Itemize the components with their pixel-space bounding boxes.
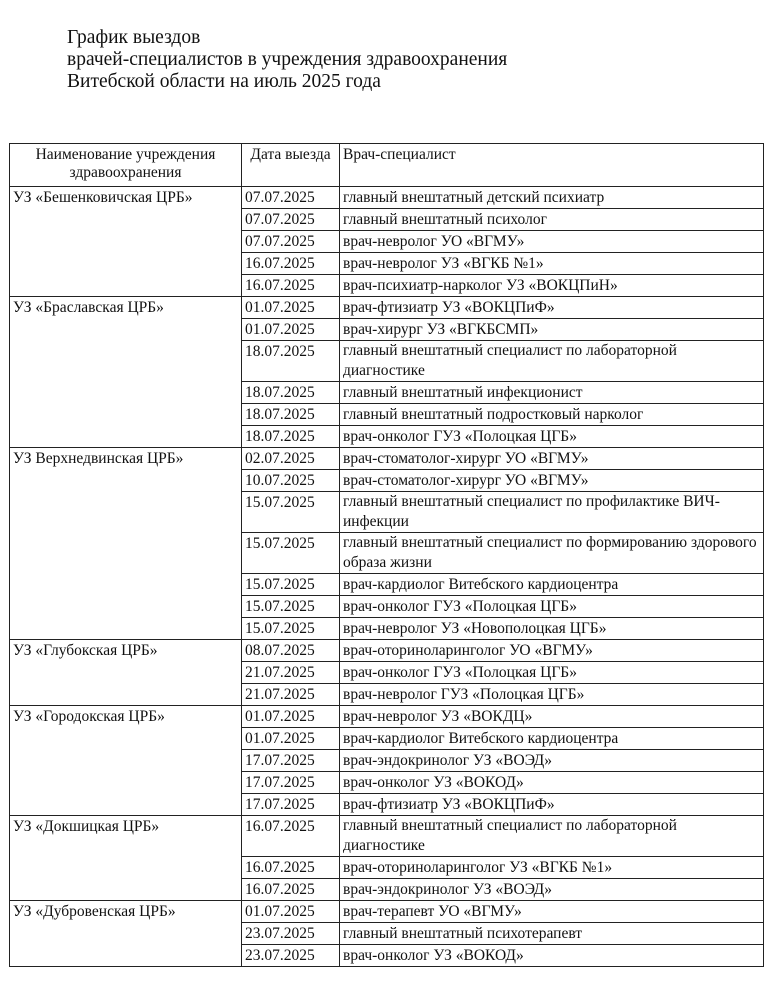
cell-date: 01.07.2025	[242, 706, 340, 728]
cell-institution: УЗ Верхнедвинская ЦРБ»	[10, 448, 242, 640]
table-header-row	[10, 144, 764, 187]
cell-date: 23.07.2025	[242, 945, 340, 967]
cell-doctor: врач-кардиолог Витебского кардиоцентра	[340, 728, 764, 750]
cell-doctor: врач-невролог ГУЗ «Полоцкая ЦГБ»	[340, 684, 764, 706]
cell-doctor: главный внештатный специалист по лабораторной диагностике	[340, 816, 764, 857]
title-line-3: Витебской области на июль 2025 года	[67, 71, 381, 92]
cell-date: 07.07.2025	[242, 187, 340, 209]
cell-date: 18.07.2025	[242, 426, 340, 448]
cell-date: 21.07.2025	[242, 684, 340, 706]
cell-doctor: врач-онколог УЗ «ВОКОД»	[340, 772, 764, 794]
table-body	[10, 187, 764, 967]
cell-date: 18.07.2025	[242, 404, 340, 426]
cell-date: 15.07.2025	[242, 533, 340, 574]
cell-date: 15.07.2025	[242, 574, 340, 596]
cell-doctor: главный внештатный психолог	[340, 209, 764, 231]
cell-institution: УЗ «Браславская ЦРБ»	[10, 297, 242, 448]
cell-doctor: главный внештатный подростковый нарколог	[340, 404, 764, 426]
cell-doctor: врач-кардиолог Витебского кардиоцентра	[340, 574, 764, 596]
cell-doctor: врач-стоматолог-хирург УО «ВГМУ»	[340, 448, 764, 470]
cell-date: 18.07.2025	[242, 382, 340, 404]
title-line-2: врачей-специалистов в учреждения здравоохранения	[67, 49, 508, 70]
cell-doctor: врач-онколог ГУЗ «Полоцкая ЦГБ»	[340, 426, 764, 448]
cell-doctor: главный внештатный детский психиатр	[340, 187, 764, 209]
cell-doctor: врач-невролог УЗ «ВОКДЦ»	[340, 706, 764, 728]
cell-doctor: врач-хирург УЗ «ВГКБСМП»	[340, 319, 764, 341]
cell-doctor: главный внештатный специалист по лабораторной диагностике	[340, 341, 764, 382]
cell-date: 21.07.2025	[242, 662, 340, 684]
cell-date: 16.07.2025	[242, 253, 340, 275]
cell-date: 23.07.2025	[242, 923, 340, 945]
cell-date: 01.07.2025	[242, 319, 340, 341]
cell-doctor: врач-оториноларинголог УЗ «ВГКБ №1»	[340, 857, 764, 879]
cell-doctor: врач-невролог УО «ВГМУ»	[340, 231, 764, 253]
cell-doctor: врач-фтизиатр УЗ «ВОКЦПиФ»	[340, 794, 764, 816]
cell-doctor: врач-терапевт УО «ВГМУ»	[340, 901, 764, 923]
cell-doctor: врач-стоматолог-хирург УО «ВГМУ»	[340, 470, 764, 492]
cell-doctor: главный внештатный инфекционист	[340, 382, 764, 404]
cell-date: 01.07.2025	[242, 901, 340, 923]
cell-doctor: врач-психиатр-нарколог УЗ «ВОКЦПиН»	[340, 275, 764, 297]
cell-doctor: врач-фтизиатр УЗ «ВОКЦПиФ»	[340, 297, 764, 319]
table-row	[10, 901, 764, 923]
table-row	[10, 448, 764, 470]
cell-date: 07.07.2025	[242, 209, 340, 231]
cell-date: 15.07.2025	[242, 618, 340, 640]
cell-doctor: врач-онколог ГУЗ «Полоцкая ЦГБ»	[340, 596, 764, 618]
table-row	[10, 816, 764, 857]
cell-date: 02.07.2025	[242, 448, 340, 470]
cell-doctor: врач-эндокринолог УЗ «ВОЭД»	[340, 750, 764, 772]
cell-date: 10.07.2025	[242, 470, 340, 492]
cell-doctor: врач-невролог УЗ «ВГКБ №1»	[340, 253, 764, 275]
title-line-1: График выездов	[67, 27, 201, 48]
cell-institution: УЗ «Докшицкая ЦРБ»	[10, 816, 242, 901]
cell-date: 16.07.2025	[242, 275, 340, 297]
cell-date: 08.07.2025	[242, 640, 340, 662]
cell-date: 17.07.2025	[242, 750, 340, 772]
cell-doctor: врач-оториноларинголог УО «ВГМУ»	[340, 640, 764, 662]
table-row	[10, 706, 764, 728]
document-title	[67, 27, 507, 93]
table-row	[10, 297, 764, 319]
cell-date: 16.07.2025	[242, 857, 340, 879]
cell-date: 15.07.2025	[242, 596, 340, 618]
table-row	[10, 187, 764, 209]
cell-doctor: главный внештатный специалист по профилактике ВИЧ-инфекции	[340, 492, 764, 533]
cell-date: 16.07.2025	[242, 816, 340, 857]
cell-doctor: главный внештатный специалист по формированию здорового образа жизни	[340, 533, 764, 574]
cell-date: 17.07.2025	[242, 794, 340, 816]
cell-date: 17.07.2025	[242, 772, 340, 794]
cell-date: 18.07.2025	[242, 341, 340, 382]
table-row	[10, 640, 764, 662]
cell-date: 16.07.2025	[242, 879, 340, 901]
cell-institution: УЗ «Глубокская ЦРБ»	[10, 640, 242, 706]
cell-institution: УЗ «Бешенковичская ЦРБ»	[10, 187, 242, 297]
cell-date: 01.07.2025	[242, 297, 340, 319]
cell-institution: УЗ «Городокская ЦРБ»	[10, 706, 242, 816]
cell-doctor: врач-онколог УЗ «ВОКОД»	[340, 945, 764, 967]
cell-doctor: главный внештатный психотерапевт	[340, 923, 764, 945]
header-date: Дата выезда	[242, 144, 340, 187]
header-doctor: Врач-специалист	[340, 144, 764, 187]
cell-date: 01.07.2025	[242, 728, 340, 750]
cell-date: 15.07.2025	[242, 492, 340, 533]
cell-doctor: врач-онколог ГУЗ «Полоцкая ЦГБ»	[340, 662, 764, 684]
schedule-table	[9, 143, 764, 967]
cell-institution: УЗ «Дубровенская ЦРБ»	[10, 901, 242, 967]
cell-doctor: врач-эндокринолог УЗ «ВОЭД»	[340, 879, 764, 901]
cell-date: 07.07.2025	[242, 231, 340, 253]
cell-doctor: врач-невролог УЗ «Новополоцкая ЦГБ»	[340, 618, 764, 640]
header-institution: Наименование учреждения здравоохранения	[10, 144, 242, 187]
